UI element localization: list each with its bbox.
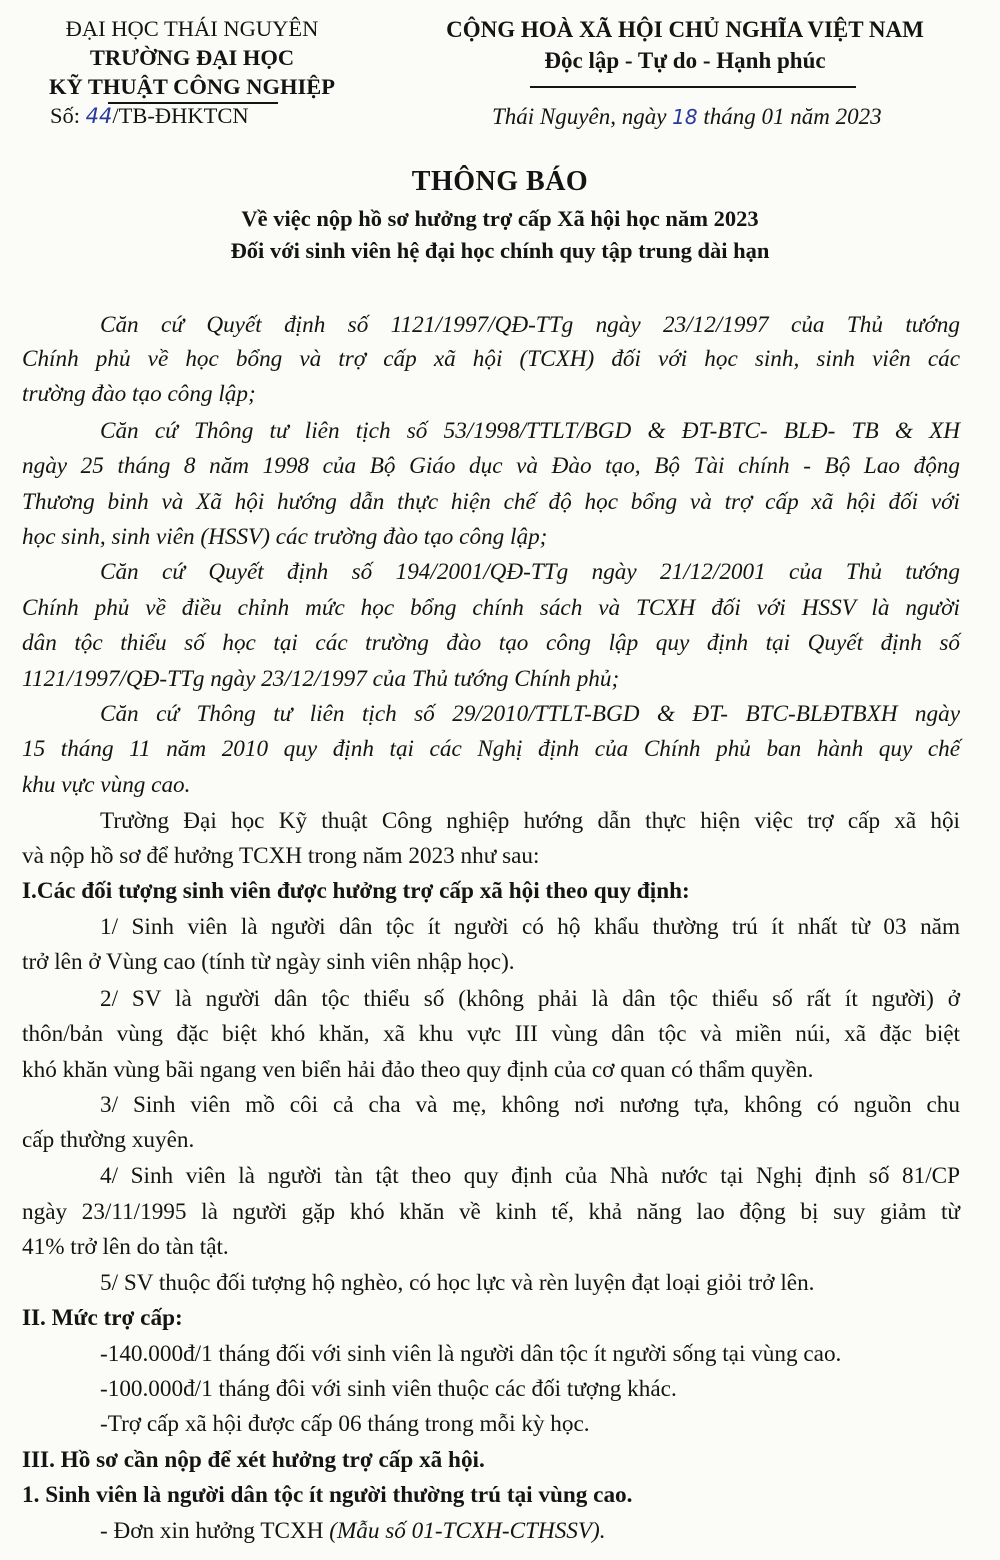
body-line: ngày 25 tháng 8 năm 1998 của Bộ Giáo dục và Đào tạo, Bộ Tài chính - Bộ Lao động bbox=[22, 453, 960, 479]
body-line: học sinh, sinh viên (HSSV) các trường đào tạo công lập; bbox=[22, 524, 548, 550]
document-subtitle-1: Về việc nộp hồ sơ hưởng trợ cấp Xã hội học năm 2023 bbox=[241, 206, 759, 231]
body-line: Trường Đại học Kỹ thuật Công nghiệp hướng dẫn thực hiện việc trợ cấp xã hội bbox=[100, 808, 960, 834]
national-motto: Độc lập - Tự do - Hạnh phúc bbox=[544, 48, 826, 73]
body-line: 4/ Sinh viên là người tàn tật theo quy định của Nhà nước tại Nghị định số 81/CP bbox=[100, 1163, 960, 1189]
number-prefix: Số: bbox=[50, 103, 81, 128]
body-line: -100.000đ/1 tháng đôi với sinh viên thuộc các đối tượng khác. bbox=[100, 1376, 677, 1402]
date-suffix: tháng 01 năm 2023 bbox=[703, 104, 882, 129]
parent-org: ĐẠI HỌC THÁI NGUYÊN bbox=[65, 16, 319, 41]
body-line: Căn cứ Quyết định số 1121/1997/QĐ-TTg ngày 23/12/1997 của Thủ tướng bbox=[100, 312, 960, 338]
number-suffix: /TB-ĐHKTCN bbox=[112, 103, 249, 128]
body-line: Thương binh và Xã hội hướng dẫn thực hiện chế độ học bổng và trợ cấp xã hội đối với bbox=[22, 489, 960, 515]
country-name: CỘNG HOÀ XÃ HỘI CHỦ NGHĨA VIỆT NAM bbox=[446, 17, 924, 42]
body-line: Căn cứ Quyết định số 194/2001/QĐ-TTg ngày 21/12/2001 của Thủ tướng bbox=[100, 559, 960, 585]
body-line: và nộp hồ sơ để hưởng TCXH trong năm 2023 như sau: bbox=[22, 843, 540, 869]
body-line: -140.000đ/1 tháng đối với sinh viên là người dân tộc ít người sống tại vùng cao. bbox=[100, 1341, 842, 1367]
body-line: Chính phủ về học bổng và trợ cấp xã hội (TCXH) đối với học sinh, sinh viên các bbox=[22, 346, 960, 372]
body-line: 2/ SV là người dân tộc thiểu số (không phải là dân tộc thiểu số rất ít người) ở bbox=[100, 986, 960, 1012]
body-line: Căn cứ Thông tư liên tịch số 29/2010/TTLT-BGD & ĐT- BTC-BLĐTBXH ngày bbox=[100, 701, 960, 727]
handwritten-day: 18 bbox=[672, 105, 698, 129]
body-line: thôn/bản vùng đặc biệt khó khăn, xã khu vực III vùng dân tộc và miền núi, xã đặc biệt bbox=[22, 1021, 960, 1047]
document-number bbox=[22, 101, 362, 131]
section-heading-2: II. Mức trợ cấp: bbox=[22, 1305, 183, 1331]
section-heading-1: I.Các đối tượng sinh viên được hưởng trợ cấp xã hội theo quy định: bbox=[22, 878, 690, 904]
body-line: 41% trở lên do tàn tật. bbox=[22, 1234, 229, 1260]
issuer-underline bbox=[108, 102, 278, 104]
body-line: 1/ Sinh viên là người dân tộc ít người có hộ khẩu thường trú ít nhất từ 03 năm bbox=[100, 914, 960, 940]
national-header bbox=[400, 14, 970, 76]
body-line: dân tộc thiểu số học tại các trường đào tạo công lập quy định tại Quyết định số bbox=[22, 630, 960, 656]
date-prefix: Thái Nguyên, ngày bbox=[492, 104, 667, 129]
handwritten-number: 44 bbox=[85, 104, 113, 128]
body-line: khó khăn vùng bãi ngang ven biển hải đảo theo quy định của cơ quan có thẩm quyền. bbox=[22, 1057, 814, 1083]
body-line: 3/ Sinh viên mồ côi cả cha và mẹ, không nơi nương tựa, không có nguồn chu bbox=[100, 1092, 960, 1118]
motto-underline bbox=[530, 86, 856, 88]
form-item-text: - Đơn xin hưởng TCXH bbox=[100, 1518, 324, 1544]
body-line: cấp thường xuyên. bbox=[22, 1127, 195, 1153]
body-line: ngày 23/11/1995 là người gặp khó khăn về kinh tế, khả năng lao động bị suy giảm từ bbox=[22, 1199, 960, 1225]
subsection-heading-1: 1. Sinh viên là người dân tộc ít người thường trú tại vùng cao. bbox=[22, 1482, 633, 1508]
body-line: trường đào tạo công lập; bbox=[22, 381, 256, 407]
body-line bbox=[22, 1516, 960, 1546]
body-line: trở lên ở Vùng cao (tính từ ngày sinh viên nhập học). bbox=[22, 949, 515, 975]
body-line: -Trợ cấp xã hội được cấp 06 tháng trong mỗi kỳ học. bbox=[100, 1411, 590, 1437]
school-name-line1: TRƯỜNG ĐẠI HỌC bbox=[89, 45, 295, 70]
body-line: Căn cứ Thông tư liên tịch số 53/1998/TTLT/BGD & ĐT-BTC- BLĐ- TB & XH bbox=[100, 418, 960, 444]
document-subtitle-2: Đối với sinh viên hệ đại học chính quy tập trung dài hạn bbox=[230, 238, 770, 263]
section-heading-3: III. Hồ sơ cần nộp để xét hưởng trợ cấp xã hội. bbox=[22, 1447, 485, 1473]
body-line: 5/ SV thuộc đối tượng hộ nghèo, có học lực và rèn luyện đạt loại giỏi trở lên. bbox=[100, 1270, 815, 1296]
body-line: Chính phủ về điều chỉnh mức học bổng chính sách và TCXH đối với HSSV là người bbox=[22, 595, 960, 621]
issue-date bbox=[492, 104, 882, 130]
document-title: THÔNG BÁO bbox=[411, 166, 589, 197]
body-line: 1121/1997/QĐ-TTg ngày 23/12/1997 của Thủ tướng Chính phủ; bbox=[22, 666, 620, 692]
issuer-block bbox=[22, 14, 362, 131]
body-line: 15 tháng 11 năm 2010 quy định tại các Nghị định của Chính phủ ban hành quy chế bbox=[22, 736, 960, 762]
form-reference: (Mẫu số 01-TCXH-CTHSSV). bbox=[329, 1518, 606, 1544]
school-name-line2: KỸ THUẬT CÔNG NGHIỆP bbox=[48, 74, 336, 99]
body-line: khu vực vùng cao. bbox=[22, 772, 191, 798]
